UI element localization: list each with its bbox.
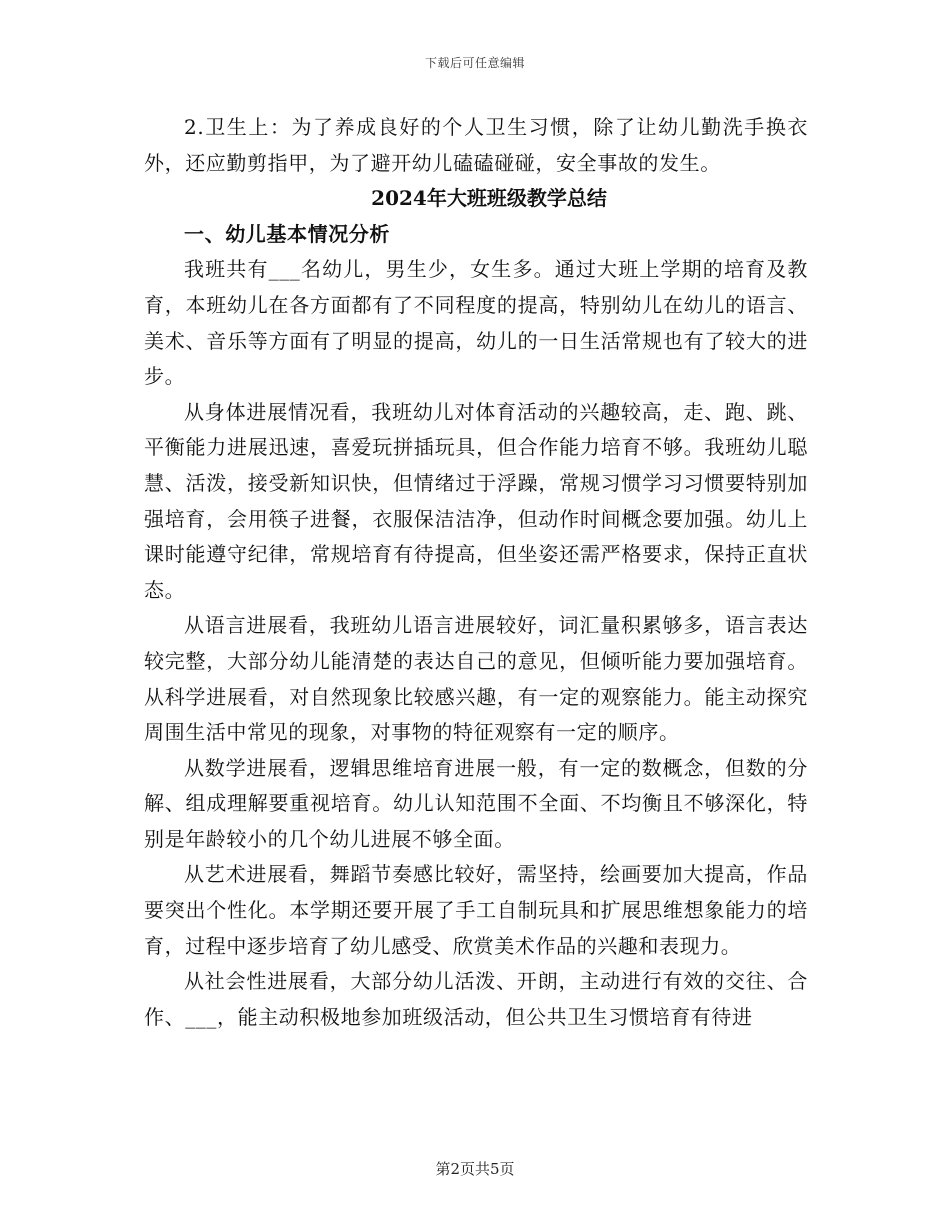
section-heading: 一、幼儿基本情况分析 — [184, 221, 390, 246]
paragraph-physical: 从身体进展情况看，我班幼儿对体育活动的兴趣较高，走、跑、跳、平衡能力进展迅速，喜爱玩拼插玩具，但合作能力培育不够。我班幼儿聪慧、活泼，接受新知识快，但情绪过于浮躁，常规习惯学习习惯要特别加强培育，会用筷子进餐，衣服保洁洁净，但动作时间概念要加强。幼儿上课时能遵守纪律，常规培育有待提高，但坐姿还需严格要求，保持正直状态。 — [144, 399, 808, 602]
page-content — [144, 110, 808, 1035]
header-note: 下载后可任意编辑 — [424, 56, 525, 70]
paragraph-social: 从社会性进展看，大部分幼儿活泼、开朗，主动进行有效的交往、合作、___，能主动积极地参加班级活动，但公共卫生习惯培育有待进 — [144, 969, 808, 1029]
page-number: 第2页共5页 — [435, 1160, 515, 1178]
paragraph-math: 从数学进展看，逻辑思维培育进展一般，有一定的数概念，但数的分解、组成理解要重视培育。幼儿认知范围不全面、不均衡且不够深化，特别是年龄较小的几个幼儿进展不够全面。 — [144, 755, 808, 851]
paragraph-language-science: 从语言进展看，我班幼儿语言进展较好，词汇量积累够多，语言表达较完整，大部分幼儿能清楚的表达自己的意见，但倾听能力要加强培育。从科学进展看，对自然现象比较感兴趣，有一定的观察能力。能主动探究周围生活中常见的现象，对事物的特征观察有一定的顺序。 — [144, 613, 808, 745]
paragraph-hygiene: 2.卫生上：为了养成良好的个人卫生习惯，除了让幼儿勤洗手换衣外，还应勤剪指甲，为了避开幼儿磕磕碰碰，安全事故的发生。 — [144, 115, 808, 175]
paragraph-art: 从艺术进展看，舞蹈节奏感比较好，需坚持，绘画要加大提高，作品要突出个性化。本学期还要开展了手工自制玩具和扩展思维想象能力的培育，过程中逐步培育了幼儿感受、欣赏美术作品的兴趣和表现力。 — [144, 862, 808, 958]
document-title: 2024年大班班级教学总结 — [371, 186, 607, 211]
paragraph-class-overview: 我班共有___名幼儿，男生少，女生多。通过大班上学期的培育及教育，本班幼儿在各方面都有了不同程度的提高，特别幼儿在幼儿的语言、美术、音乐等方面有了明显的提高，幼儿的一日生活常规也有了较大的进步。 — [144, 257, 808, 389]
